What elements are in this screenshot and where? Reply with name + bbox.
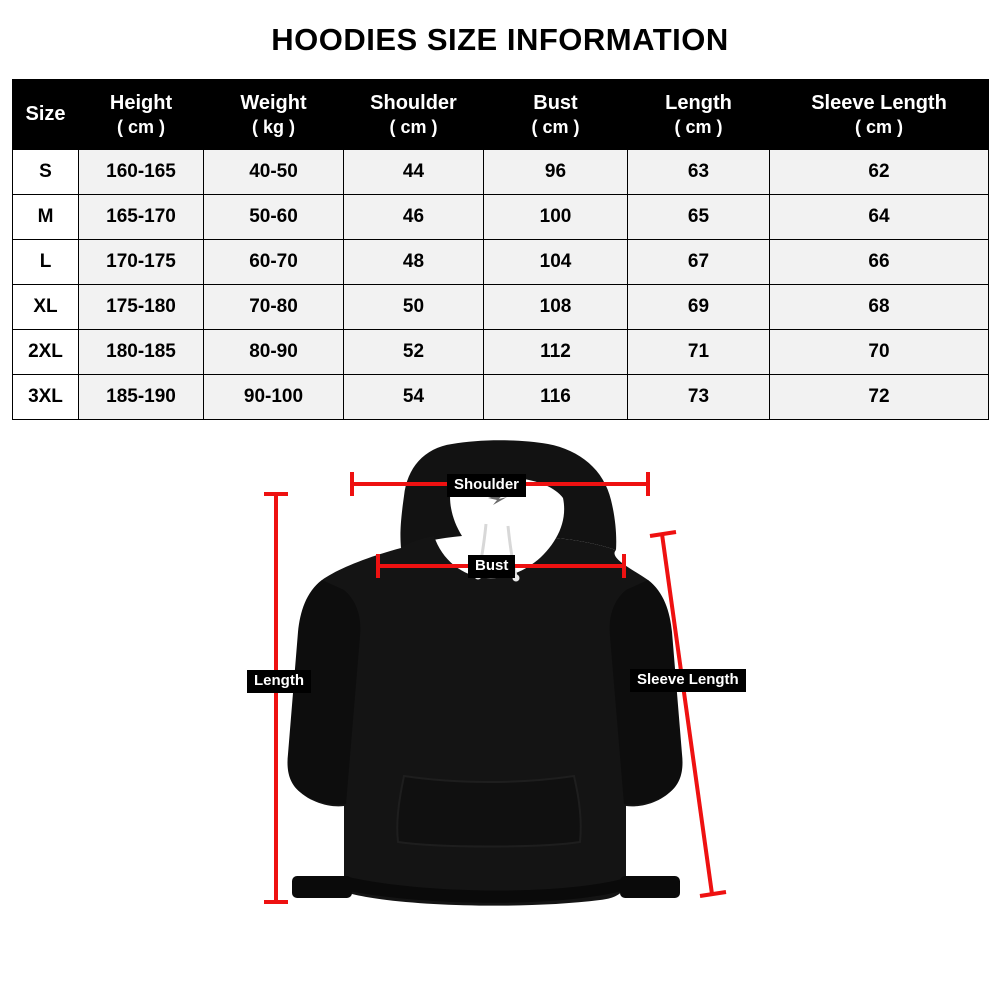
- cell-weight: 60-70: [204, 240, 344, 285]
- table-row: [13, 150, 989, 195]
- table-row: [13, 195, 989, 240]
- label-sleeve-length: Sleeve Length: [630, 669, 746, 692]
- cell-length: 67: [628, 240, 770, 285]
- table-row: [13, 375, 989, 420]
- column-header-sleeve-length: Sleeve Length ( cm ): [770, 80, 989, 150]
- cell-shoulder: 48: [344, 240, 484, 285]
- cell-weight: 90-100: [204, 375, 344, 420]
- hoodie-illustration: [0, 424, 1000, 1000]
- hoodie-diagram: [0, 424, 1000, 1000]
- cell-size: 3XL: [13, 375, 79, 420]
- table-row: [13, 285, 989, 330]
- cell-shoulder: 54: [344, 375, 484, 420]
- cell-bust: 116: [484, 375, 628, 420]
- size-table: [12, 79, 989, 420]
- cell-sleeve: 68: [770, 285, 989, 330]
- cell-size: L: [13, 240, 79, 285]
- cell-bust: 104: [484, 240, 628, 285]
- column-header-length: Length ( cm ): [628, 80, 770, 150]
- cell-length: 69: [628, 285, 770, 330]
- cell-size: M: [13, 195, 79, 240]
- cell-height: 175-180: [79, 285, 204, 330]
- cell-bust: 100: [484, 195, 628, 240]
- cell-weight: 80-90: [204, 330, 344, 375]
- cell-weight: 70-80: [204, 285, 344, 330]
- label-length: Length: [247, 670, 311, 693]
- cell-bust: 108: [484, 285, 628, 330]
- cell-bust: 96: [484, 150, 628, 195]
- cell-bust: 112: [484, 330, 628, 375]
- cell-length: 65: [628, 195, 770, 240]
- cell-length: 73: [628, 375, 770, 420]
- column-header-shoulder: Shoulder ( cm ): [344, 80, 484, 150]
- cell-length: 63: [628, 150, 770, 195]
- table-row: [13, 240, 989, 285]
- page-title: HOODIES SIZE INFORMATION: [271, 22, 729, 57]
- cell-height: 165-170: [79, 195, 204, 240]
- cell-size: XL: [13, 285, 79, 330]
- cell-height: 180-185: [79, 330, 204, 375]
- cell-shoulder: 52: [344, 330, 484, 375]
- label-shoulder: Shoulder: [447, 474, 526, 497]
- cell-sleeve: 62: [770, 150, 989, 195]
- cell-height: 170-175: [79, 240, 204, 285]
- table-header-row: [13, 80, 989, 150]
- column-header-weight: Weight ( kg ): [204, 80, 344, 150]
- cell-weight: 40-50: [204, 150, 344, 195]
- cell-height: 185-190: [79, 375, 204, 420]
- cell-length: 71: [628, 330, 770, 375]
- table-row: [13, 330, 989, 375]
- column-header-size: Size: [13, 80, 79, 150]
- cell-size: 2XL: [13, 330, 79, 375]
- label-bust: Bust: [468, 555, 515, 578]
- cell-sleeve: 70: [770, 330, 989, 375]
- cell-shoulder: 50: [344, 285, 484, 330]
- cell-shoulder: 46: [344, 195, 484, 240]
- size-table-container: [12, 79, 988, 420]
- cell-size: S: [13, 150, 79, 195]
- hoodie-garment-icon: [288, 440, 683, 905]
- cell-sleeve: 64: [770, 195, 989, 240]
- cell-sleeve: 66: [770, 240, 989, 285]
- cell-sleeve: 72: [770, 375, 989, 420]
- cell-height: 160-165: [79, 150, 204, 195]
- cell-shoulder: 44: [344, 150, 484, 195]
- column-header-bust: Bust ( cm ): [484, 80, 628, 150]
- cell-weight: 50-60: [204, 195, 344, 240]
- column-header-height: Height ( cm ): [79, 80, 204, 150]
